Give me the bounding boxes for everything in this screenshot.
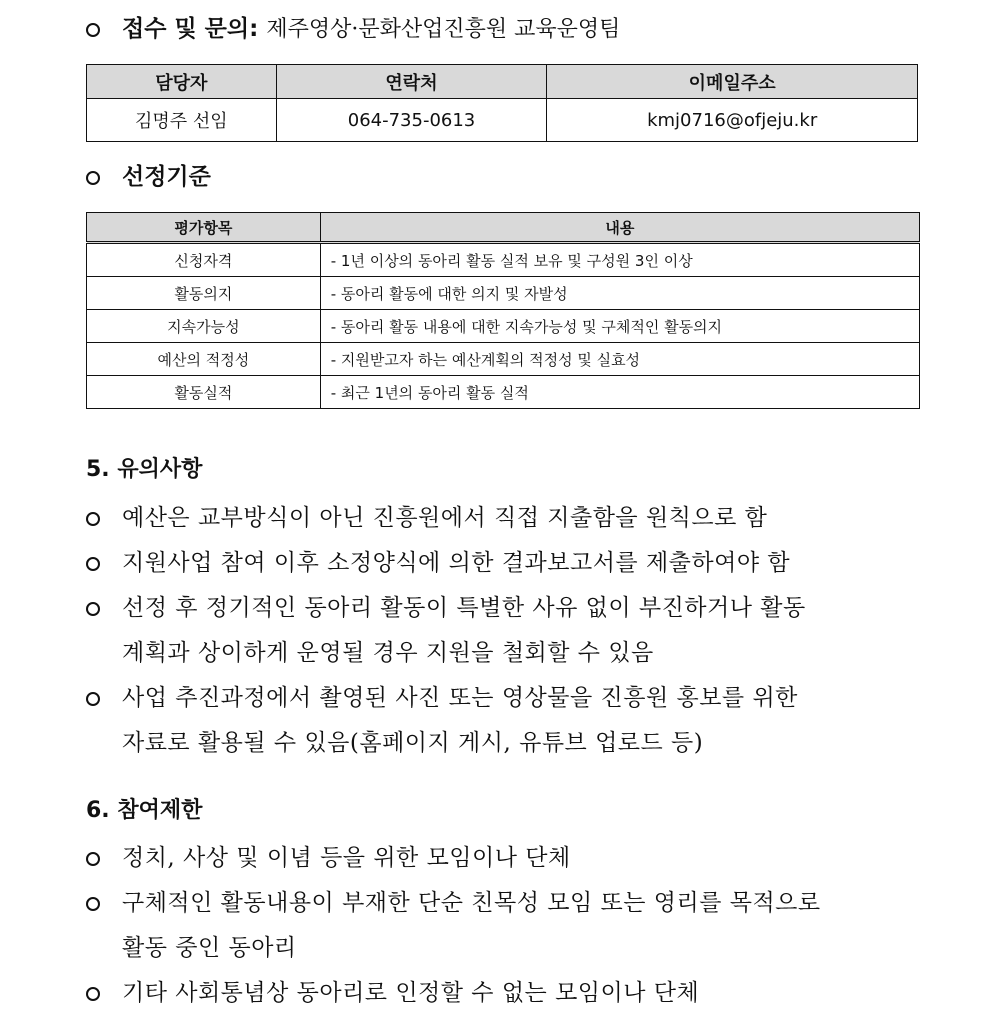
contact-label: 접수 및 문의: bbox=[122, 16, 259, 42]
criteria-table bbox=[86, 212, 920, 409]
list-item-text: 예산은 교부방식이 아닌 진흥원에서 직접 지출함을 원칙으로 함 bbox=[122, 505, 768, 531]
criteria-item: 활동의지 bbox=[87, 277, 321, 310]
bullet-circle-icon bbox=[86, 512, 100, 526]
list-item-text: 지원사업 참여 이후 소정양식에 의한 결과보고서를 제출하여야 함 bbox=[122, 550, 791, 576]
criteria-header-desc: 내용 bbox=[320, 213, 919, 243]
section-6-title: 6. 참여제한 bbox=[86, 798, 203, 823]
contact-phone: 064-735-0613 bbox=[276, 99, 547, 142]
list-item-continuation: 계획과 상이하게 운영될 경우 지원을 철회할 수 있음 bbox=[122, 640, 654, 666]
table-row bbox=[87, 310, 920, 343]
contact-header-phone: 연락처 bbox=[276, 65, 547, 99]
bullet-circle-icon bbox=[86, 23, 100, 37]
list-item-text: 선정 후 정기적인 동아리 활동이 특별한 사유 없이 부진하거나 활동 bbox=[122, 595, 806, 621]
criteria-item: 지속가능성 bbox=[87, 310, 321, 343]
list-item-text: 기타 사회통념상 동아리로 인정할 수 없는 모임이나 단체 bbox=[122, 980, 700, 1006]
bullet-circle-icon bbox=[86, 897, 100, 911]
contact-header-email: 이메일주소 bbox=[547, 65, 918, 99]
criteria-item: 활동실적 bbox=[87, 376, 321, 409]
criteria-table-header-row bbox=[87, 213, 920, 243]
criteria-desc: - 최근 1년의 동아리 활동 실적 bbox=[320, 376, 919, 409]
criteria-item: 신청자격 bbox=[87, 243, 321, 277]
table-row bbox=[87, 99, 918, 142]
list-item-continuation: 자료로 활용될 수 있음(홈페이지 게시, 유튜브 업로드 등) bbox=[122, 730, 704, 756]
bullet-circle-icon bbox=[86, 987, 100, 1001]
list-item-continuation: 활동 중인 동아리 bbox=[122, 935, 297, 961]
contact-heading-text bbox=[122, 14, 620, 45]
contact-email: kmj0716@ofjeju.kr bbox=[547, 99, 918, 142]
bullet-circle-icon bbox=[86, 852, 100, 866]
section-5-title: 5. 유의사항 bbox=[86, 457, 203, 482]
table-row bbox=[87, 376, 920, 409]
table-row bbox=[87, 277, 920, 310]
list-item-text: 정치, 사상 및 이념 등을 위한 모임이나 단체 bbox=[122, 845, 571, 871]
bullet-circle-icon bbox=[86, 171, 100, 185]
criteria-item: 예산의 적정성 bbox=[87, 343, 321, 376]
bullet-circle-icon bbox=[86, 692, 100, 706]
criteria-label: 선정기준 bbox=[122, 164, 211, 190]
criteria-desc: - 지원받고자 하는 예산계획의 적정성 및 실효성 bbox=[320, 343, 919, 376]
contact-value: 제주영상·문화산업진흥원 교육운영팀 bbox=[266, 17, 621, 42]
criteria-desc: - 1년 이상의 동아리 활동 실적 보유 및 구성원 3인 이상 bbox=[320, 243, 919, 277]
criteria-desc: - 동아리 활동 내용에 대한 지속가능성 및 구체적인 활동의지 bbox=[320, 310, 919, 343]
contact-table-header-row bbox=[87, 65, 918, 99]
table-row bbox=[87, 243, 920, 277]
list-item-text: 구체적인 활동내용이 부재한 단순 친목성 모임 또는 영리를 목적으로 bbox=[122, 890, 821, 916]
contact-manager: 김명주 선임 bbox=[87, 99, 277, 142]
criteria-desc: - 동아리 활동에 대한 의지 및 자발성 bbox=[320, 277, 919, 310]
criteria-header-item: 평가항목 bbox=[87, 213, 321, 243]
contact-table bbox=[86, 64, 918, 142]
table-row bbox=[87, 343, 920, 376]
bullet-circle-icon bbox=[86, 602, 100, 616]
bullet-circle-icon bbox=[86, 557, 100, 571]
contact-header-manager: 담당자 bbox=[87, 65, 277, 99]
list-item-text: 사업 추진과정에서 촬영된 사진 또는 영상물을 진흥원 홍보를 위한 bbox=[122, 685, 798, 711]
